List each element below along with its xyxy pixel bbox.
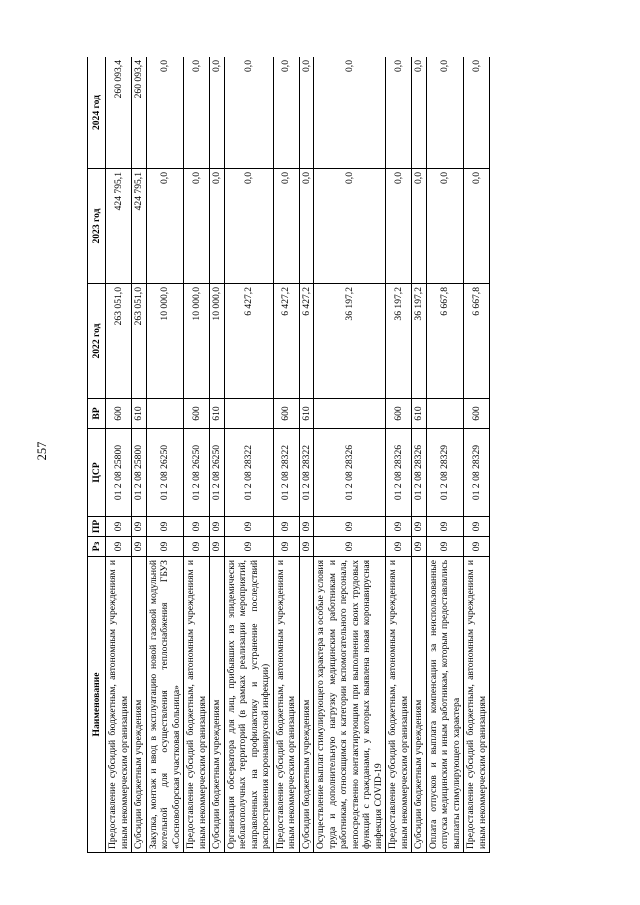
cell-2022: 6 427,2 [299,284,314,399]
cell-pr: 09 [464,517,490,537]
cell-name: Предоставление субсидий бюджетным, автономным учреждениям и иным некоммерческим организациям [464,557,490,853]
table-row [426,57,464,853]
header-csr: ЦСР [88,429,106,517]
cell-2024: 0,0 [273,57,299,169]
cell-2023: 0,0 [146,169,184,284]
cell-2024: 260 093,4 [132,57,147,169]
cell-2024: 0,0 [386,57,412,169]
cell-2023: 424 795,1 [132,169,147,284]
cell-2022: 36 197,2 [386,284,412,399]
cell-vr: 610 [210,399,225,429]
cell-2022: 6 667,8 [426,284,464,399]
table-row [273,57,299,853]
cell-2023: 0,0 [224,169,273,284]
cell-pr: 09 [314,517,386,537]
cell-pr: 09 [132,517,147,537]
page-number: 257 [35,441,49,461]
cell-vr [146,399,184,429]
cell-rz: 09 [299,537,314,557]
header-row [88,57,106,853]
cell-vr: 600 [464,399,490,429]
cell-2022: 10 000,0 [184,284,210,399]
cell-2023: 0,0 [314,169,386,284]
cell-2024: 0,0 [412,57,427,169]
table-row [132,57,147,853]
cell-2023: 0,0 [412,169,427,284]
header-pr: ПР [88,517,106,537]
cell-rz: 09 [184,537,210,557]
cell-2022: 36 197,2 [412,284,427,399]
table-row [299,57,314,853]
cell-2024: 0,0 [314,57,386,169]
table-row [386,57,412,853]
cell-csr: 01 2 08 26250 [210,429,225,517]
cell-name: Предоставление субсидий бюджетным, автономным учреждениям и иным некоммерческим организациям [386,557,412,853]
cell-csr: 01 2 08 26250 [146,429,184,517]
cell-vr: 610 [412,399,427,429]
cell-name: Субсидии бюджетным учреждениям [132,557,147,853]
cell-vr: 610 [299,399,314,429]
cell-pr: 09 [412,517,427,537]
cell-csr: 01 2 08 25800 [132,429,147,517]
cell-vr [224,399,273,429]
cell-pr: 09 [146,517,184,537]
cell-name: Предоставление субсидий бюджетным, автономным учреждениям и иным некоммерческим организациям [106,557,132,853]
cell-rz: 09 [106,537,132,557]
cell-2022: 263 051,0 [106,284,132,399]
header-vr: ВР [88,399,106,429]
budget-table [87,57,490,853]
cell-2024: 0,0 [426,57,464,169]
cell-vr: 610 [132,399,147,429]
cell-vr: 600 [386,399,412,429]
cell-name: Субсидии бюджетным учреждениям [412,557,427,853]
cell-pr: 09 [386,517,412,537]
table-row [412,57,427,853]
cell-2022: 6 667,8 [464,284,490,399]
cell-csr: 01 2 08 28329 [464,429,490,517]
cell-csr: 01 2 08 26250 [184,429,210,517]
table-row [210,57,225,853]
cell-pr: 09 [224,517,273,537]
cell-vr [426,399,464,429]
cell-2024: 0,0 [146,57,184,169]
header-name: Наименование [88,557,106,853]
cell-pr: 09 [426,517,464,537]
cell-2023: 0,0 [464,169,490,284]
header-2023: 2023 год [88,169,106,284]
cell-2024: 0,0 [224,57,273,169]
table-row [146,57,184,853]
cell-2023: 0,0 [184,169,210,284]
rotated-table [87,57,607,853]
cell-vr [314,399,386,429]
cell-2023: 0,0 [273,169,299,284]
table-row [224,57,273,853]
cell-csr: 01 2 08 25800 [106,429,132,517]
cell-2023: 0,0 [386,169,412,284]
cell-name: Оплата отпусков и выплата компенсации за неиспользованные отпуска медицинским и иным работникам, которым предоставлялись выплаты стимулирующего характера [426,557,464,853]
cell-csr: 01 2 08 28322 [273,429,299,517]
cell-name: Организация обсерватора для лиц, прибывших из эпидемически неблагополучных территорий (в рамках реализации мероприятий, направленных на профилактику и устранение последствий распространения коронавирусной инфекции) [224,557,273,853]
cell-2023: 0,0 [299,169,314,284]
table-row [464,57,490,853]
cell-name: Осуществление выплат стимулирующего характера за особые условия труда и дополнительную нагрузку медицинским работникам и работникам, относящимся к категории вспомогательного персонала, непосредственно контактирующим при выполнении своих трудовых функций с гражданами, у которых выявлена новая коронавирусная инфекция COVID-19 [314,557,386,853]
cell-pr: 09 [210,517,225,537]
table-row [106,57,132,853]
cell-csr: 01 2 08 28322 [299,429,314,517]
cell-csr: 01 2 08 28322 [224,429,273,517]
cell-csr: 01 2 08 28326 [412,429,427,517]
cell-vr: 600 [106,399,132,429]
cell-2022: 263 051,0 [132,284,147,399]
cell-rz: 09 [314,537,386,557]
cell-2024: 0,0 [299,57,314,169]
table-row [314,57,386,853]
header-2024: 2024 год [88,57,106,169]
cell-rz: 09 [210,537,225,557]
cell-2022: 10 000,0 [146,284,184,399]
cell-name: Предоставление субсидий бюджетным, автономным учреждениям и иным некоммерческим организациям [273,557,299,853]
cell-2024: 0,0 [464,57,490,169]
cell-pr: 09 [273,517,299,537]
cell-rz: 09 [132,537,147,557]
cell-rz: 09 [386,537,412,557]
cell-2022: 6 427,2 [224,284,273,399]
cell-csr: 01 2 08 28326 [386,429,412,517]
cell-pr: 09 [299,517,314,537]
cell-name: Субсидии бюджетным учреждениям [299,557,314,853]
cell-2023: 424 795,1 [106,169,132,284]
cell-pr: 09 [106,517,132,537]
rotated-table-container [87,57,607,853]
cell-name: Предоставление субсидий бюджетным, автономным учреждениям и иным некоммерческим организациям [184,557,210,853]
cell-vr: 600 [184,399,210,429]
cell-rz: 09 [273,537,299,557]
cell-vr: 600 [273,399,299,429]
cell-rz: 09 [412,537,427,557]
cell-pr: 09 [184,517,210,537]
cell-rz: 09 [146,537,184,557]
cell-2022: 36 197,2 [314,284,386,399]
cell-2023: 0,0 [426,169,464,284]
cell-2022: 10 000,0 [210,284,225,399]
cell-rz: 09 [426,537,464,557]
cell-csr: 01 2 08 28329 [426,429,464,517]
header-2022: 2022 год [88,284,106,399]
table-row [184,57,210,853]
cell-name: Закупка, монтаж и ввод в эксплуатацию новой газовой модульной котельной для осуществления теплоснабжения ГБУЗ «Сосновоборская участковая больница» [146,557,184,853]
cell-2024: 0,0 [184,57,210,169]
cell-2024: 260 093,4 [106,57,132,169]
header-rz: Рз [88,537,106,557]
cell-2024: 0,0 [210,57,225,169]
cell-rz: 09 [464,537,490,557]
cell-rz: 09 [224,537,273,557]
cell-name: Субсидии бюджетным учреждениям [210,557,225,853]
cell-2022: 6 427,2 [273,284,299,399]
cell-csr: 01 2 08 28326 [314,429,386,517]
cell-2023: 0,0 [210,169,225,284]
